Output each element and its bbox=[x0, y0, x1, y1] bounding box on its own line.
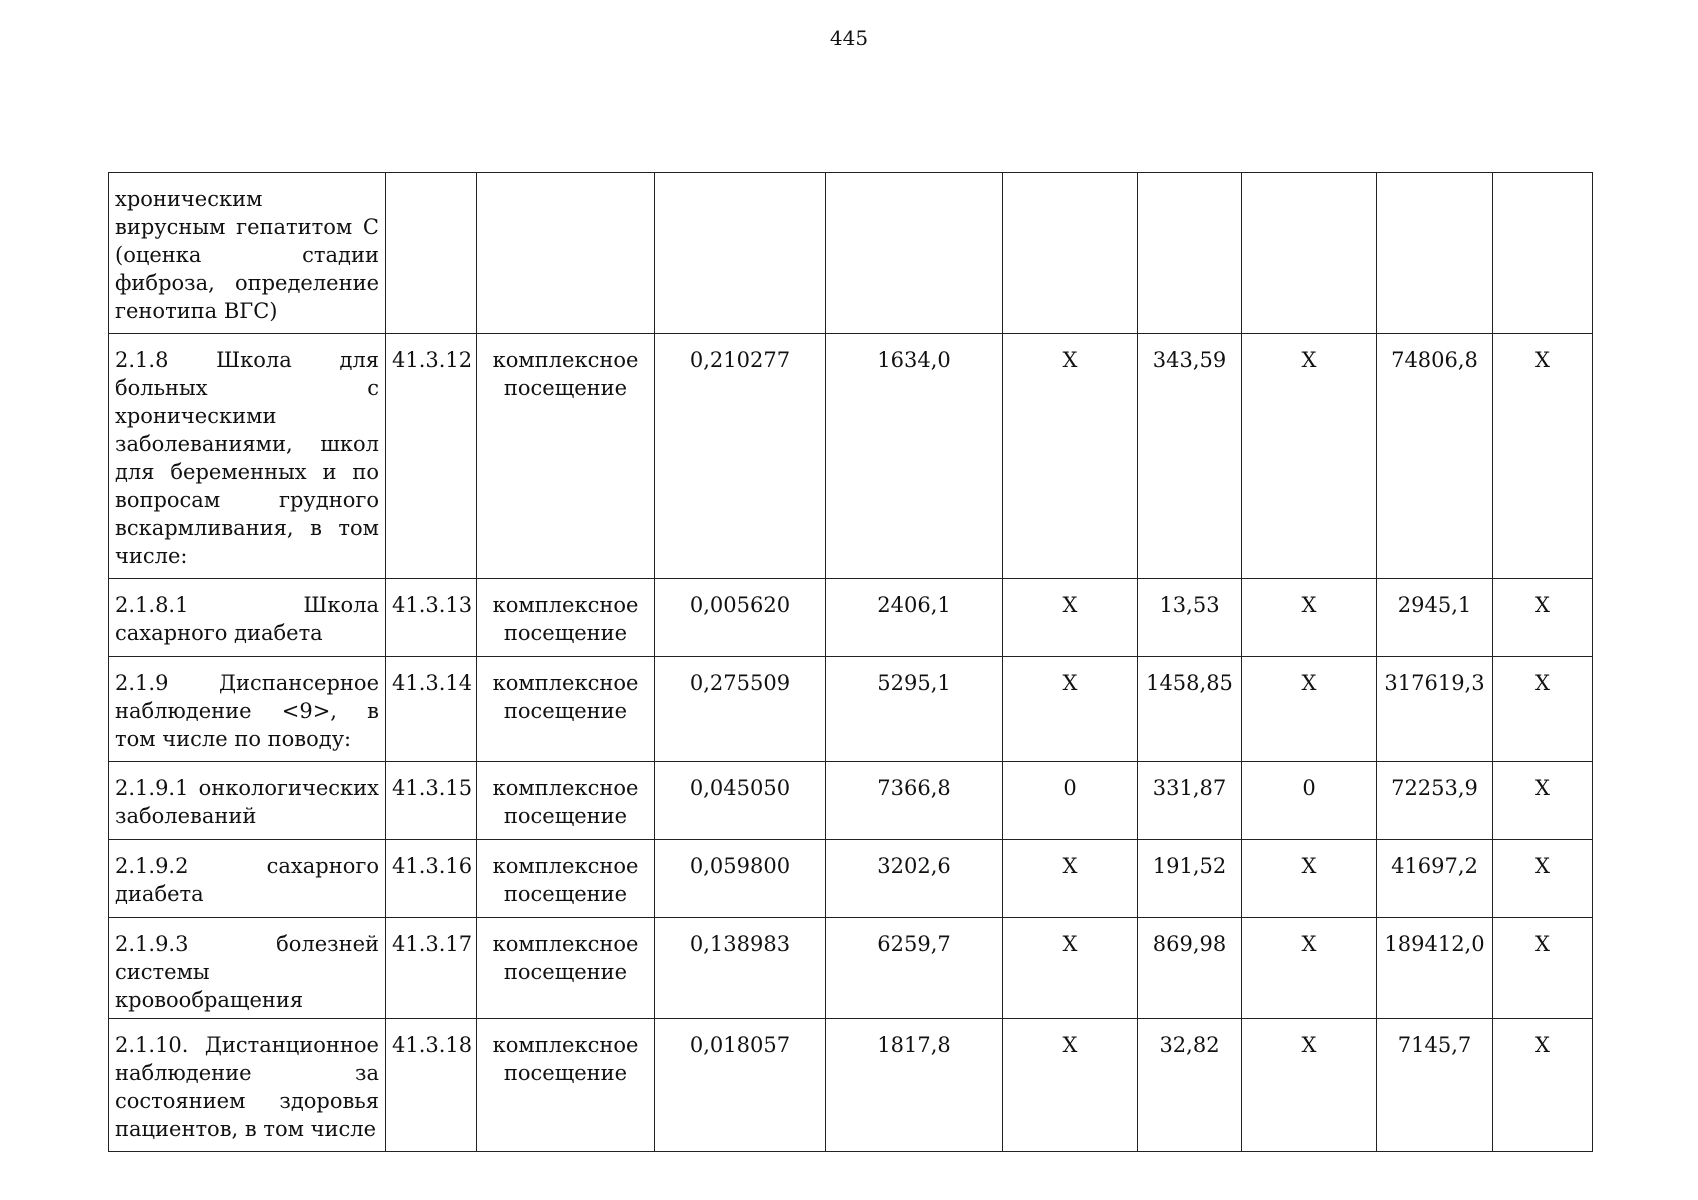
row-value-5: Х bbox=[1242, 918, 1377, 1019]
row-unit: комплексное посещение bbox=[477, 657, 655, 762]
row-value-6: 7145,7 bbox=[1377, 1019, 1493, 1152]
row-value-5: Х bbox=[1242, 1019, 1377, 1152]
row-value-3: Х bbox=[1003, 657, 1138, 762]
row-value-2: 3202,6 bbox=[826, 840, 1003, 918]
row-value-3 bbox=[1003, 173, 1138, 334]
row-value-1: 0,059800 bbox=[655, 840, 826, 918]
page-number: 445 bbox=[829, 26, 869, 50]
row-value-4: 32,82 bbox=[1138, 1019, 1242, 1152]
row-value-7 bbox=[1493, 173, 1593, 334]
row-value-2 bbox=[826, 173, 1003, 334]
table-row bbox=[109, 1019, 1593, 1152]
row-value-5: 0 bbox=[1242, 762, 1377, 840]
row-value-3: Х bbox=[1003, 334, 1138, 579]
row-unit: комплексное посещение bbox=[477, 1019, 655, 1152]
row-value-1: 0,210277 bbox=[655, 334, 826, 579]
row-value-7: Х bbox=[1493, 762, 1593, 840]
row-value-2: 2406,1 bbox=[826, 579, 1003, 657]
row-value-7: Х bbox=[1493, 918, 1593, 1019]
row-unit bbox=[477, 173, 655, 334]
row-value-3: Х bbox=[1003, 840, 1138, 918]
row-value-3: Х bbox=[1003, 579, 1138, 657]
row-value-2: 6259,7 bbox=[826, 918, 1003, 1019]
row-value-2: 1634,0 bbox=[826, 334, 1003, 579]
row-value-4: 869,98 bbox=[1138, 918, 1242, 1019]
table-row bbox=[109, 173, 1593, 334]
row-value-2: 5295,1 bbox=[826, 657, 1003, 762]
row-unit: комплексное посещение bbox=[477, 918, 655, 1019]
row-unit: комплексное посещение bbox=[477, 334, 655, 579]
table-row bbox=[109, 840, 1593, 918]
row-code: 41.3.17 bbox=[386, 918, 477, 1019]
table-row bbox=[109, 579, 1593, 657]
row-description: 2.1.8 Школа для больных с хроническими заболеваниями, школ для беременных и по вопросам грудного вскармливания, в том числе: bbox=[109, 334, 386, 579]
row-value-4: 331,87 bbox=[1138, 762, 1242, 840]
row-value-1: 0,018057 bbox=[655, 1019, 826, 1152]
row-value-6: 74806,8 bbox=[1377, 334, 1493, 579]
row-value-1: 0,005620 bbox=[655, 579, 826, 657]
row-value-4: 1458,85 bbox=[1138, 657, 1242, 762]
row-value-6: 189412,0 bbox=[1377, 918, 1493, 1019]
row-description: 2.1.9.2 сахарного диабета bbox=[109, 840, 386, 918]
row-value-5 bbox=[1242, 173, 1377, 334]
row-value-1 bbox=[655, 173, 826, 334]
row-code: 41.3.12 bbox=[386, 334, 477, 579]
row-value-4: 343,59 bbox=[1138, 334, 1242, 579]
row-value-1: 0,138983 bbox=[655, 918, 826, 1019]
row-value-6: 2945,1 bbox=[1377, 579, 1493, 657]
tariff-table bbox=[108, 172, 1593, 1152]
row-value-1: 0,045050 bbox=[655, 762, 826, 840]
row-value-3: Х bbox=[1003, 918, 1138, 1019]
row-value-1: 0,275509 bbox=[655, 657, 826, 762]
row-code: 41.3.15 bbox=[386, 762, 477, 840]
row-value-4: 13,53 bbox=[1138, 579, 1242, 657]
row-value-4: 191,52 bbox=[1138, 840, 1242, 918]
row-code bbox=[386, 173, 477, 334]
row-value-6: 41697,2 bbox=[1377, 840, 1493, 918]
row-value-7: Х bbox=[1493, 657, 1593, 762]
row-value-7: Х bbox=[1493, 1019, 1593, 1152]
row-value-7: Х bbox=[1493, 579, 1593, 657]
row-value-2: 1817,8 bbox=[826, 1019, 1003, 1152]
row-unit: комплексное посещение bbox=[477, 762, 655, 840]
row-description: 2.1.8.1 Школа сахарного диабета bbox=[109, 579, 386, 657]
row-value-5: Х bbox=[1242, 840, 1377, 918]
row-description: 2.1.9 Диспансерное наблюдение <9>, в том числе по поводу: bbox=[109, 657, 386, 762]
row-code: 41.3.13 bbox=[386, 579, 477, 657]
row-value-2: 7366,8 bbox=[826, 762, 1003, 840]
table-row bbox=[109, 762, 1593, 840]
row-value-5: Х bbox=[1242, 334, 1377, 579]
row-unit: комплексное посещение bbox=[477, 840, 655, 918]
row-code: 41.3.14 bbox=[386, 657, 477, 762]
row-description: 2.1.9.3 болезней системы кровообращения bbox=[109, 918, 386, 1019]
row-value-4 bbox=[1138, 173, 1242, 334]
row-value-7: Х bbox=[1493, 334, 1593, 579]
row-description: 2.1.10. Дистанционное наблюдение за состоянием здоровья пациентов, в том числе bbox=[109, 1019, 386, 1152]
row-value-5: Х bbox=[1242, 579, 1377, 657]
row-value-6: 72253,9 bbox=[1377, 762, 1493, 840]
table-row bbox=[109, 657, 1593, 762]
row-value-3: Х bbox=[1003, 1019, 1138, 1152]
row-value-7: Х bbox=[1493, 840, 1593, 918]
row-value-6: 317619,3 bbox=[1377, 657, 1493, 762]
row-unit: комплексное посещение bbox=[477, 579, 655, 657]
row-description: хроническим вирусным гепатитом С (оценка стадии фиброза, определение генотипа ВГС) bbox=[109, 173, 386, 334]
row-value-3: 0 bbox=[1003, 762, 1138, 840]
row-value-5: Х bbox=[1242, 657, 1377, 762]
row-description: 2.1.9.1 онкологических заболеваний bbox=[109, 762, 386, 840]
table-row bbox=[109, 334, 1593, 579]
table-row bbox=[109, 918, 1593, 1019]
row-code: 41.3.16 bbox=[386, 840, 477, 918]
row-value-6 bbox=[1377, 173, 1493, 334]
row-code: 41.3.18 bbox=[386, 1019, 477, 1152]
